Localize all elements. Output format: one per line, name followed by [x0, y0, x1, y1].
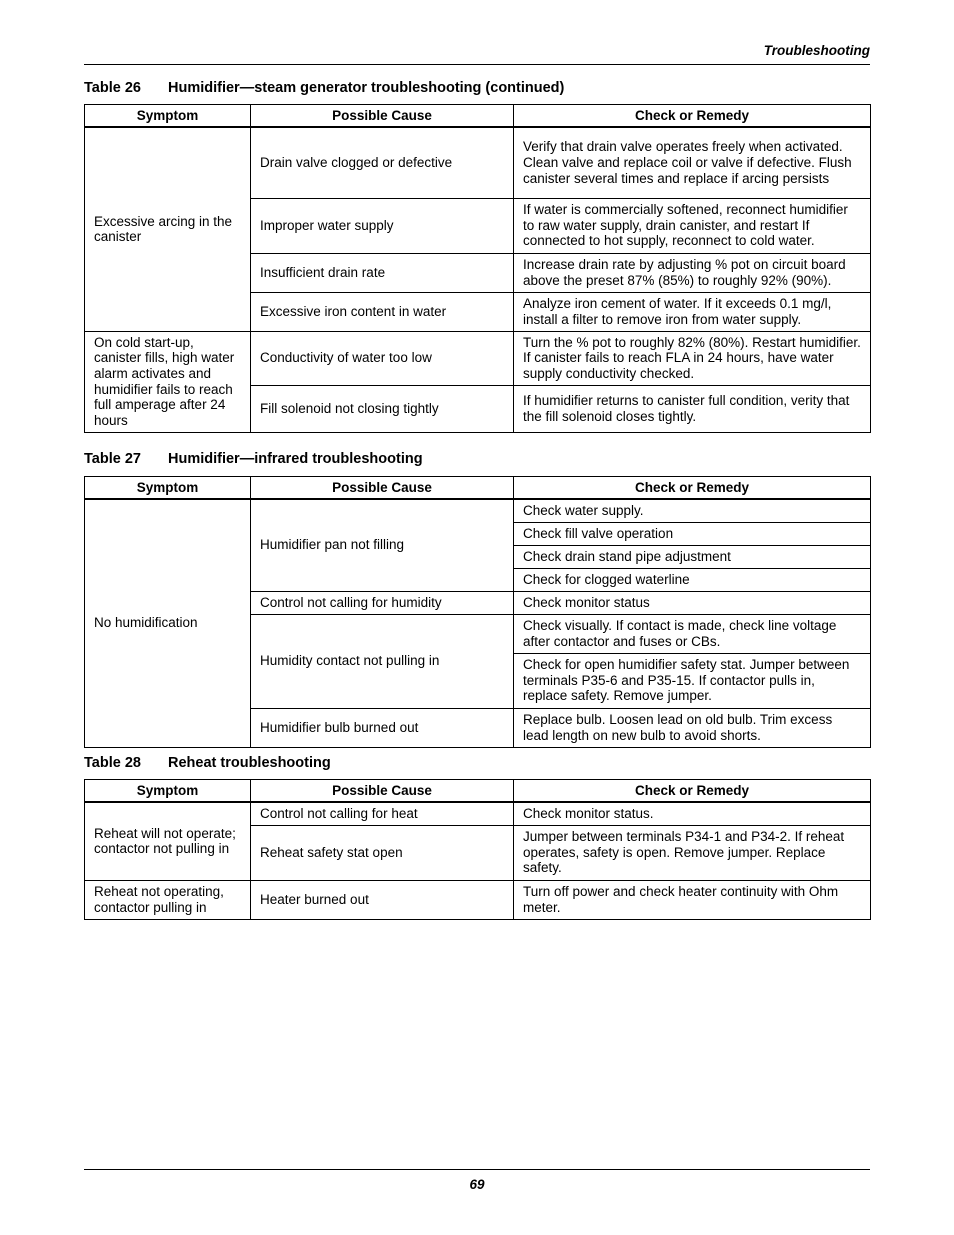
- remedy-cell: Jumper between terminals P34-1 and P34-2. If reheat operates, safety is open. Remove jumper. Replace safety.: [514, 825, 871, 880]
- remedy-cell: Verify that drain valve operates freely when activated. Clean valve and replace coil or valve if defective. Flush canister several times and replace if arcing persists: [514, 127, 871, 198]
- cause-cell: Control not calling for humidity: [251, 591, 514, 614]
- remedy-cell: Check fill valve operation: [514, 522, 871, 545]
- cause-cell: Control not calling for heat: [251, 802, 514, 825]
- table-row: [85, 802, 871, 825]
- table27-number: Table 27: [84, 451, 141, 467]
- column-header-symptom: Symptom: [85, 105, 251, 128]
- table-row: [85, 880, 871, 919]
- symptom-cell: No humidification: [85, 499, 251, 747]
- symptom-cell: Reheat not operating, contactor pulling in: [85, 880, 251, 919]
- table27: [84, 476, 871, 748]
- table-row: [85, 331, 871, 385]
- page-number: 69: [469, 1177, 485, 1192]
- column-header-symptom: Symptom: [85, 780, 251, 803]
- cause-cell: Fill solenoid not closing tightly: [251, 385, 514, 432]
- symptom-cell: Reheat will not operate; contactor not pulling in: [85, 802, 251, 880]
- table-header-row: [85, 105, 871, 128]
- cause-cell: Conductivity of water too low: [251, 331, 514, 385]
- running-header: Troubleshooting: [763, 43, 870, 58]
- remedy-cell: Turn the % pot to roughly 82% (80%). Restart humidifier. If canister fails to reach FLA in 24 hours, have water supply conductivity checked.: [514, 331, 871, 385]
- cause-cell: Insufficient drain rate: [251, 253, 514, 292]
- remedy-cell: Check water supply.: [514, 499, 871, 522]
- remedy-cell: Turn off power and check heater continuity with Ohm meter.: [514, 880, 871, 919]
- column-header-remedy: Check or Remedy: [514, 780, 871, 803]
- table28-title: Reheat troubleshooting: [168, 755, 331, 771]
- cause-cell: Drain valve clogged or defective: [251, 127, 514, 198]
- cause-cell: Humidity contact not pulling in: [251, 614, 514, 708]
- table28-caption: [84, 755, 331, 771]
- symptom-cell: Excessive arcing in the canister: [85, 127, 251, 331]
- remedy-cell: Check drain stand pipe adjustment: [514, 545, 871, 568]
- table27-caption: [84, 451, 423, 467]
- column-header-cause: Possible Cause: [251, 477, 514, 500]
- column-header-cause: Possible Cause: [251, 780, 514, 803]
- cause-cell: Improper water supply: [251, 198, 514, 253]
- remedy-cell: Check monitor status: [514, 591, 871, 614]
- remedy-cell: If water is commercially softened, reconnect humidifier to raw water supply, drain canister, and restart If connected to hot supply, reconnect to cold water.: [514, 198, 871, 253]
- table26-caption: [84, 80, 564, 96]
- remedy-cell: Check monitor status.: [514, 802, 871, 825]
- table28: [84, 779, 871, 920]
- cause-cell: Humidifier pan not filling: [251, 499, 514, 591]
- header-divider: [84, 64, 870, 65]
- table-header-row: [85, 780, 871, 803]
- remedy-cell: Check visually. If contact is made, check line voltage after contactor and fuses or CBs.: [514, 614, 871, 653]
- remedy-cell: Increase drain rate by adjusting % pot on circuit board above the preset 87% (85%) to roughly 92% (90%).: [514, 253, 871, 292]
- column-header-remedy: Check or Remedy: [514, 477, 871, 500]
- cause-cell: Reheat safety stat open: [251, 825, 514, 880]
- remedy-cell: If humidifier returns to canister full condition, verity that the fill solenoid closes tightly.: [514, 385, 871, 432]
- cause-cell: Humidifier bulb burned out: [251, 708, 514, 747]
- table-row: [85, 499, 871, 522]
- table26-number: Table 26: [84, 80, 141, 96]
- column-header-cause: Possible Cause: [251, 105, 514, 128]
- table26-title: Humidifier—steam generator troubleshooting (continued): [168, 80, 565, 96]
- table27-title: Humidifier—infrared troubleshooting: [168, 451, 423, 467]
- cause-cell: Heater burned out: [251, 880, 514, 919]
- remedy-cell: Replace bulb. Loosen lead on old bulb. Trim excess lead length on new bulb to avoid shorts.: [514, 708, 871, 747]
- column-header-symptom: Symptom: [85, 477, 251, 500]
- remedy-cell: Analyze iron cement of water. If it exceeds 0.1 mg/l, install a filter to remove iron from water supply.: [514, 292, 871, 331]
- footer-divider: [84, 1169, 870, 1170]
- column-header-remedy: Check or Remedy: [514, 105, 871, 128]
- table-row: [85, 127, 871, 198]
- table-header-row: [85, 477, 871, 500]
- remedy-cell: Check for clogged waterline: [514, 568, 871, 591]
- remedy-cell: Check for open humidifier safety stat. Jumper between terminals P35-6 and P35-15. If contactor pulls in, replace safety. Remove jumper.: [514, 653, 871, 708]
- symptom-cell: On cold start-up, canister fills, high water alarm activates and humidifier fails to reach full amperage after 24 hours: [85, 331, 251, 432]
- table28-number: Table 28: [84, 755, 141, 771]
- cause-cell: Excessive iron content in water: [251, 292, 514, 331]
- table26: [84, 104, 871, 433]
